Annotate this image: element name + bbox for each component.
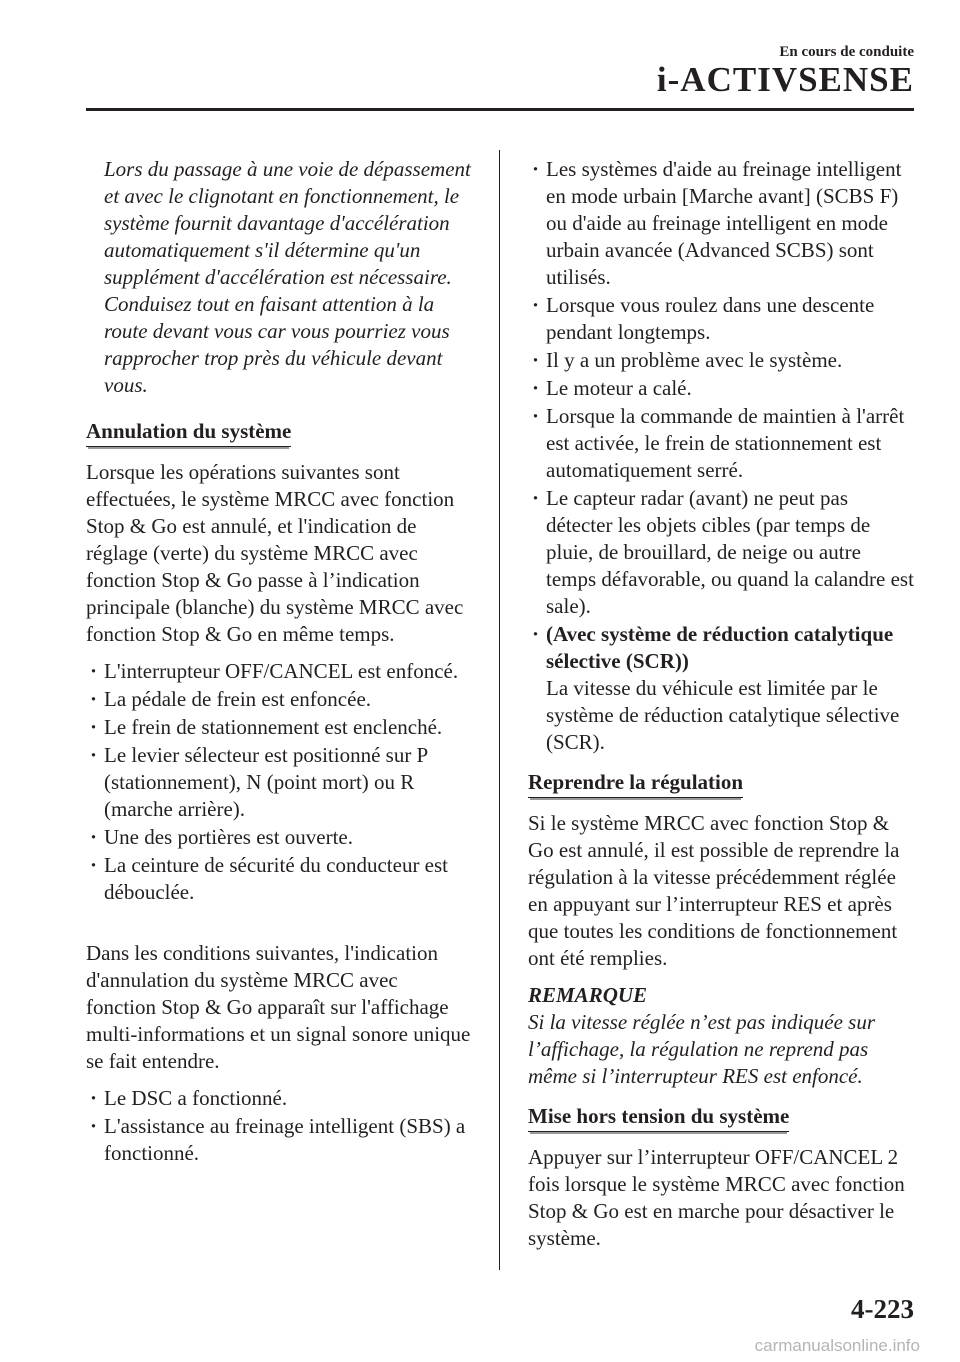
left-column — [86, 156, 472, 1177]
list-item-scr — [528, 621, 916, 756]
conditions-paragraph: Dans les conditions suivantes, l'indication d'annulation du système MRCC avec fonction Stop & Go apparaît sur l'affichage multi-informations et un signal sonore unique se fait entendre. — [86, 941, 471, 1073]
list-item: · Le DSC a fonctionné. — [86, 1085, 472, 1112]
page-number: 4-223 — [851, 1294, 914, 1324]
spacer — [86, 916, 472, 940]
list-item: · Les systèmes d'aide au freinage intelligent en mode urbain [Marche avant] (SCBS F) ou d'aide au freinage intelligent en mode urbain avancée (Advanced SCBS) sont utilisés. — [528, 156, 916, 291]
note-text: Si la vitesse réglée n’est pas indiquée sur l’affichage, la régulation ne reprend pas même si l’interrupteur RES est enfoncé. — [528, 1010, 876, 1088]
list-item: · Il y a un problème avec le système. — [528, 347, 916, 374]
list-item: · Lorsque la commande de maintien à l'arrêt est activée, le frein de stationnement est automatiquement serré. — [528, 403, 916, 484]
list-item: · Le capteur radar (avant) ne peut pas détecter les objets cibles (par temps de pluie, de brouillard, de neige ou autre temps défavorable, ou quand la calandre est sale). — [528, 485, 916, 620]
scr-item-title: · (Avec système de réduction catalytique sélective (SCR)) — [546, 622, 894, 673]
list-item: · L'interrupteur OFF/CANCEL est enfoncé. — [86, 658, 472, 685]
cancel-section-heading: Annulation du système — [86, 419, 291, 447]
scr-item-text: La vitesse du véhicule est limitée par le système de réduction catalytique sélective (SCR). — [546, 676, 900, 754]
intro-caution-text: Lors du passage à une voie de dépassement et avec le clignotant en fonctionnement, le système fournit davantage d'accélération automatiquement s'il détermine qu'un supplément d'accélération est nécessaire. Conduisez tout en faisant attention à la route devant vous car vous pourriez vous rapprocher trop près du véhicule devant vous. — [104, 157, 471, 397]
header-rule — [86, 108, 914, 111]
list-item: · Le moteur a calé. — [528, 375, 916, 402]
resume-section-heading: Reprendre la régulation — [528, 770, 743, 798]
column-divider — [499, 150, 500, 1270]
right-column — [528, 156, 916, 1262]
cancel-paragraph: Lorsque les opérations suivantes sont effectuées, le système MRCC avec fonction Stop & Go est annulé, et l'indication de réglage (verte) du système MRCC avec fonction Stop & Go passe à l’indication principale (blanche) du système MRCC avec fonction Stop & Go en même temps. — [86, 460, 464, 646]
auto-cancel-list — [86, 1085, 472, 1167]
list-item: · Lorsque vous roulez dans une descente pendant longtemps. — [528, 292, 916, 346]
off-section-heading: Mise hors tension du système — [528, 1104, 789, 1132]
list-item: · L'assistance au freinage intelligent (SBS) a fonctionné. — [86, 1113, 472, 1167]
off-paragraph: Appuyer sur l’interrupteur OFF/CANCEL 2 fois lorsque le système MRCC avec fonction Stop & Go est en marche pour désactiver le système. — [528, 1145, 905, 1250]
list-item: · La ceinture de sécurité du conducteur est débouclée. — [86, 852, 472, 906]
auto-cancel-list-continued — [528, 156, 916, 756]
running-header-section: En cours de conduite — [779, 44, 914, 60]
list-item: · La pédale de frein est enfoncée. — [86, 686, 472, 713]
list-item: · Le levier sélecteur est positionné sur P (stationnement), N (point mort) ou R (marche arrière). — [86, 742, 472, 823]
cancel-conditions-list — [86, 658, 472, 906]
note-heading: REMARQUE — [528, 983, 648, 1007]
list-item: · Une des portières est ouverte. — [86, 824, 472, 851]
watermark-text: carmanualsonline.info — [754, 1336, 920, 1355]
note-block — [528, 982, 916, 1090]
running-header-chapter: i-ACTIVSENSE — [656, 60, 914, 99]
resume-paragraph: Si le système MRCC avec fonction Stop & Go est annulé, il est possible de reprendre la régulation à la vitesse précédemment réglée en appuyant sur l’interrupteur RES et après que toutes les conditions de fonctionnement ont été remplies. — [528, 811, 900, 970]
list-item: · Le frein de stationnement est enclenché. — [86, 714, 472, 741]
